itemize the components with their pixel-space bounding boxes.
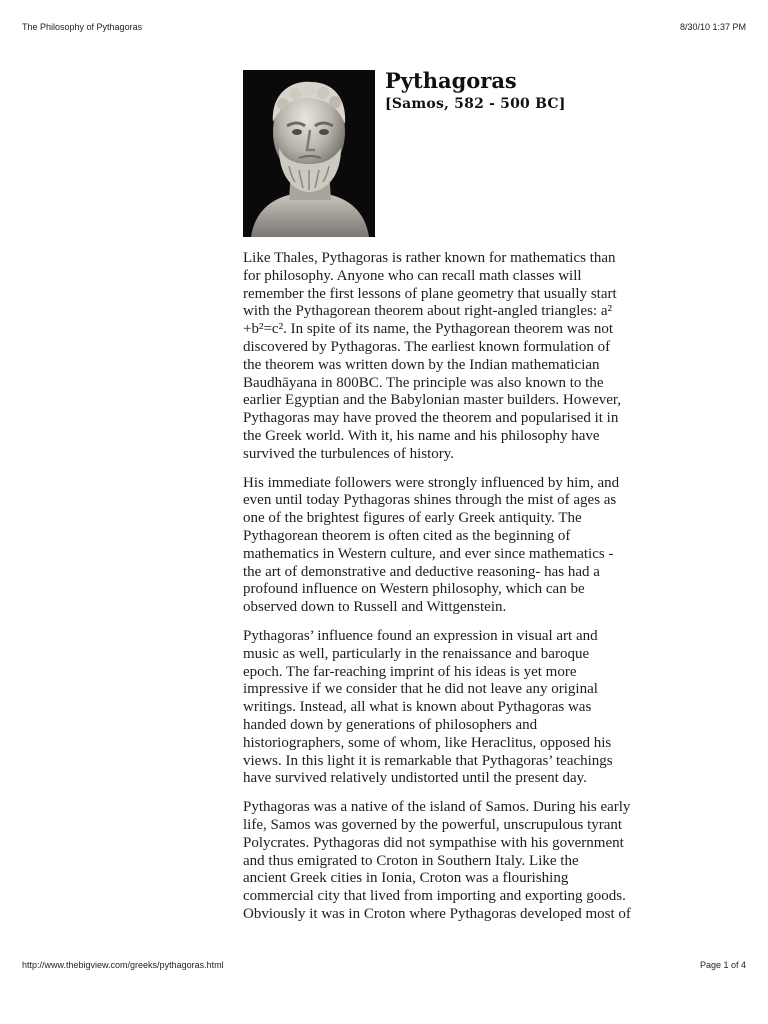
print-timestamp: 8/30/10 1:37 PM <box>679 22 746 32</box>
paragraph-line: Obviously it was in Croton where Pythagoras developed most of <box>243 905 631 922</box>
paragraph-line: writings. Instead, all what is known about Pythagoras was <box>243 699 592 716</box>
paragraph-line: +b²=c². In spite of its name, the Pythagorean theorem was not <box>243 321 613 338</box>
paragraph-line: the art of demonstrative and deductive reasoning- has had a <box>243 563 600 580</box>
paragraph-line: one of the brightest figures of early Greek antiquity. The <box>243 510 582 527</box>
paragraph-line: remember the first lessons of plane geometry that usually start <box>243 285 617 302</box>
paragraph <box>243 250 675 464</box>
paragraph-line: even until today Pythagoras shines through the mist of ages as <box>243 492 617 509</box>
paragraph-line: earlier Egyptian and the Babylonian master builders. However, <box>243 392 622 409</box>
paragraph-line: and thus emigrated to Croton in Southern Italy. Like the <box>243 852 579 869</box>
document-title: The Philosophy of Pythagoras <box>22 22 143 32</box>
paragraph <box>243 475 675 617</box>
paragraph-line: survived the turbulences of history. <box>243 445 455 462</box>
print-header <box>22 22 746 36</box>
paragraph-line: commercial city that lived from importing and exporting goods. <box>243 888 626 905</box>
paragraph-line: Polycrates. Pythagoras did not sympathise with his government <box>243 834 624 851</box>
page-number: Page 1 of 4 <box>699 960 746 970</box>
paragraph-line: music as well, particularly in the renaissance and baroque <box>243 645 590 662</box>
paragraph-line: have survived relatively undistorted until the present day. <box>243 770 587 787</box>
print-footer <box>22 960 746 974</box>
paragraph-line: Pythagoras may have proved the theorem and popularised it in <box>243 410 619 427</box>
paragraph-line: Baudhāyana in 800BC. The principle was also known to the <box>243 374 604 391</box>
paragraph-line: Like Thales, Pythagoras is rather known for mathematics than <box>243 250 616 266</box>
paragraph-line: ancient Greek cities in Ionia, Croton was a flourishing <box>243 870 569 887</box>
paragraph-line: mathematics in Western culture, and ever since mathematics - <box>243 545 614 562</box>
paragraph-line: observed down to Russell and Wittgenstein. <box>243 599 507 616</box>
paragraph-line: the Greek world. With it, his name and his philosophy have <box>243 427 600 444</box>
paragraph-line: for philosophy. Anyone who can recall math classes will <box>243 267 582 284</box>
article-heading <box>385 68 566 114</box>
paragraph-line: life, Samos was governed by the powerful, unscrupulous tyrant <box>243 816 623 833</box>
paragraph <box>243 799 675 924</box>
paragraph <box>243 628 675 788</box>
paragraph-line: impressive if we consider that he did not leave any original <box>243 681 598 698</box>
paragraph-line: discovered by Pythagoras. The earliest known formulation of <box>243 338 611 355</box>
paragraph-line: His immediate followers were strongly influenced by him, and <box>243 474 620 491</box>
article-subtitle: [Samos, 582 - 500 BC] <box>385 96 566 112</box>
paragraph-line: the theorem was written down by the Indian mathematician <box>243 356 600 373</box>
paragraph-line: profound influence on Western philosophy, which can be <box>243 581 585 598</box>
article-body <box>243 250 675 935</box>
article-title: Pythagoras <box>385 68 517 93</box>
paragraph-line: Pythagoras was a native of the island of Samos. During his early <box>243 799 631 816</box>
paragraph-line: Pythagoras’ influence found an expression in visual art and <box>243 627 598 644</box>
bust-icon <box>243 70 375 237</box>
paragraph-line: historiographers, some of whom, like Heraclitus, opposed his <box>243 734 612 751</box>
paragraph-line: views. In this light it is remarkable that Pythagoras’ teachings <box>243 752 613 769</box>
paragraph-line: Pythagorean theorem is often cited as the beginning of <box>243 527 571 544</box>
paragraph-line: with the Pythagorean theorem about right-angled triangles: a² <box>243 303 612 320</box>
source-url: http://www.thebigview.com/greeks/pythagoras.html <box>22 960 224 970</box>
pythagoras-portrait <box>243 70 375 237</box>
paragraph-line: epoch. The far-reaching imprint of his ideas is yet more <box>243 663 577 680</box>
paragraph-line: handed down by generations of philosophers and <box>243 716 538 733</box>
